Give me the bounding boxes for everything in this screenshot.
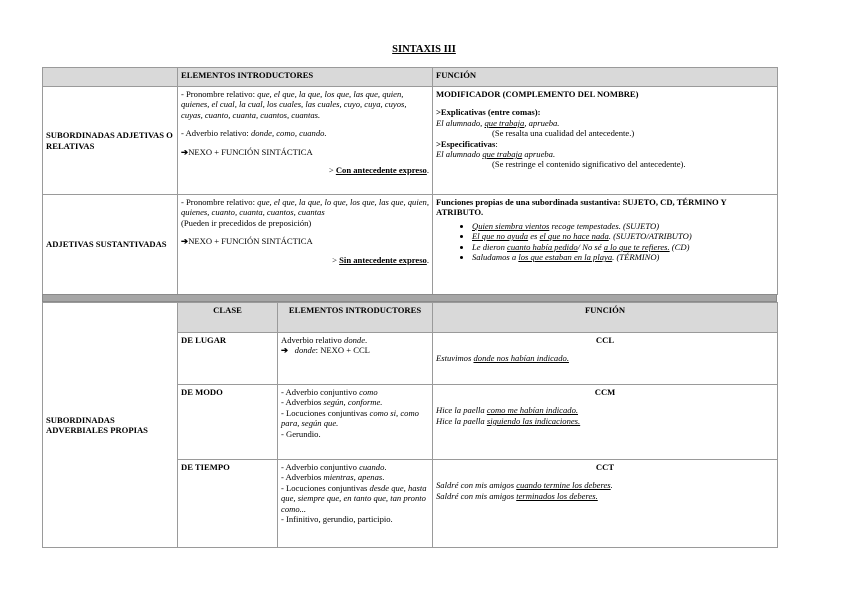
list-item: • Saludamos a los que estaban en la playa. (TÉRMINO) [472,252,774,262]
table-header-row [43,303,778,333]
arrow-icon: ➔ [181,146,189,157]
clase-tiempo: DE TIEMPO [178,460,278,548]
funcion-tiempo: CCT Saldré con mis amigos cuando termine los deberes. Saldré con mis amigos terminados los deberes. [433,460,778,548]
header-funcion: FUNCIÓN [433,303,778,333]
header-empty [43,68,178,87]
funcion-lugar: CCL Estuvimos donde nos habían indicado. [433,333,778,385]
adverbial-clauses-table [42,302,778,548]
row-label-sustantivadas: ADJETIVAS SUSTANTIVADAS [43,195,178,295]
list-item: • El que no ayuda es el que no hace nada. (SUJETO/ATRIBUTO) [472,231,774,241]
section-divider [42,294,777,302]
funcion-modo: CCM Hice la paella como me habían indicado. Hice la paella siguiendo las indicaciones. [433,385,778,460]
table-header-row [43,68,778,87]
arrow-icon: ➔ [181,236,189,247]
row-label-adverbiales: SUBORDINADAS ADVERBIALES PROPIAS [43,303,178,548]
header-elementos: ELEMENTOS INTRODUCTORES [278,303,433,333]
clase-lugar: DE LUGAR [178,333,278,385]
list-item: • Le dieron cuanto había pedido/ No sé a lo que te refieres. (CD) [472,242,774,252]
funcion-sustantivadas: Funciones propias de una subordinada sustantiva: SUJETO, CD, TÉRMINO Y ATRIBUTO. • Quien siembra vientos recoge tempestades. (SUJETO) • El que no ayuda es el que no hace nada. (SUJETO/ATRIBUTO) • Le dieron cuanto había pedido/ No sé a lo que te refieres. (CD) • Saludamos a los que estaban en la playa. (TÉRMINO) [433,195,778,295]
header-clase: CLASE [178,303,278,333]
list-item: • Quien siembra vientos recoge tempestades. (SUJETO) [472,221,774,231]
page-title: SINTAXIS III [392,44,456,55]
elementos-lugar: Adverbio relativo donde. ➔ donde: NEXO + CCL [278,333,433,385]
header-funcion: FUNCIÓN [433,68,778,87]
table-row [43,87,778,195]
clase-modo: DE MODO [178,385,278,460]
examples-list [436,221,774,263]
elementos-relativas: - Pronombre relativo: que, el que, la que, los que, las que, quien, quienes, el cual, la cual, los cuales, las cuales, cuyo, cuya, cuyos, cuyas, cuanto, cuanta, cuantos, cuantas. - Adverbio relativo: donde, como, cuando. ➔NEXO + FUNCIÓN SINTÁCTICA > Con antecedente expreso. [178,87,433,195]
elementos-sustantivadas: - Pronombre relativo: que, el que, la que, lo que, los que, las que, quien, quienes, cuanto, cuanta, cuantos, cuantas (Pueden ir precedidos de preposición) ➔NEXO + FUNCIÓN SINTÁCTICA > Sin antecedente expreso. [178,195,433,295]
elementos-modo: - Adverbio conjuntivo como - Adverbios según, conforme. - Locuciones conjuntivas como si, como para, según que. - Gerundio. [278,385,433,460]
arrow-icon: ➔ [281,345,289,356]
elementos-tiempo: - Adverbio conjuntivo cuando. - Adverbios mientras, apenas. - Locuciones conjuntivas desde que, hasta que, siempre que, en tanto que, tan pronto como... - Infinitivo, gerundio, participio. [278,460,433,548]
relative-clauses-table [42,67,778,295]
header-elementos: ELEMENTOS INTRODUCTORES [178,68,433,87]
table-row [43,195,778,295]
funcion-relativas: MODIFICADOR (COMPLEMENTO DEL NOMBRE) >Explicativas (entre comas): El alumnado, que trabaja, aprueba. (Se resalta una cualidad del antecedente.) >Especificativas: El alumnado que trabaja aprueba. (Se restringe el contenido significativo del antecedente). [433,87,778,195]
row-label-relativas: SUBORDINADAS ADJETIVAS O RELATIVAS [43,87,178,195]
